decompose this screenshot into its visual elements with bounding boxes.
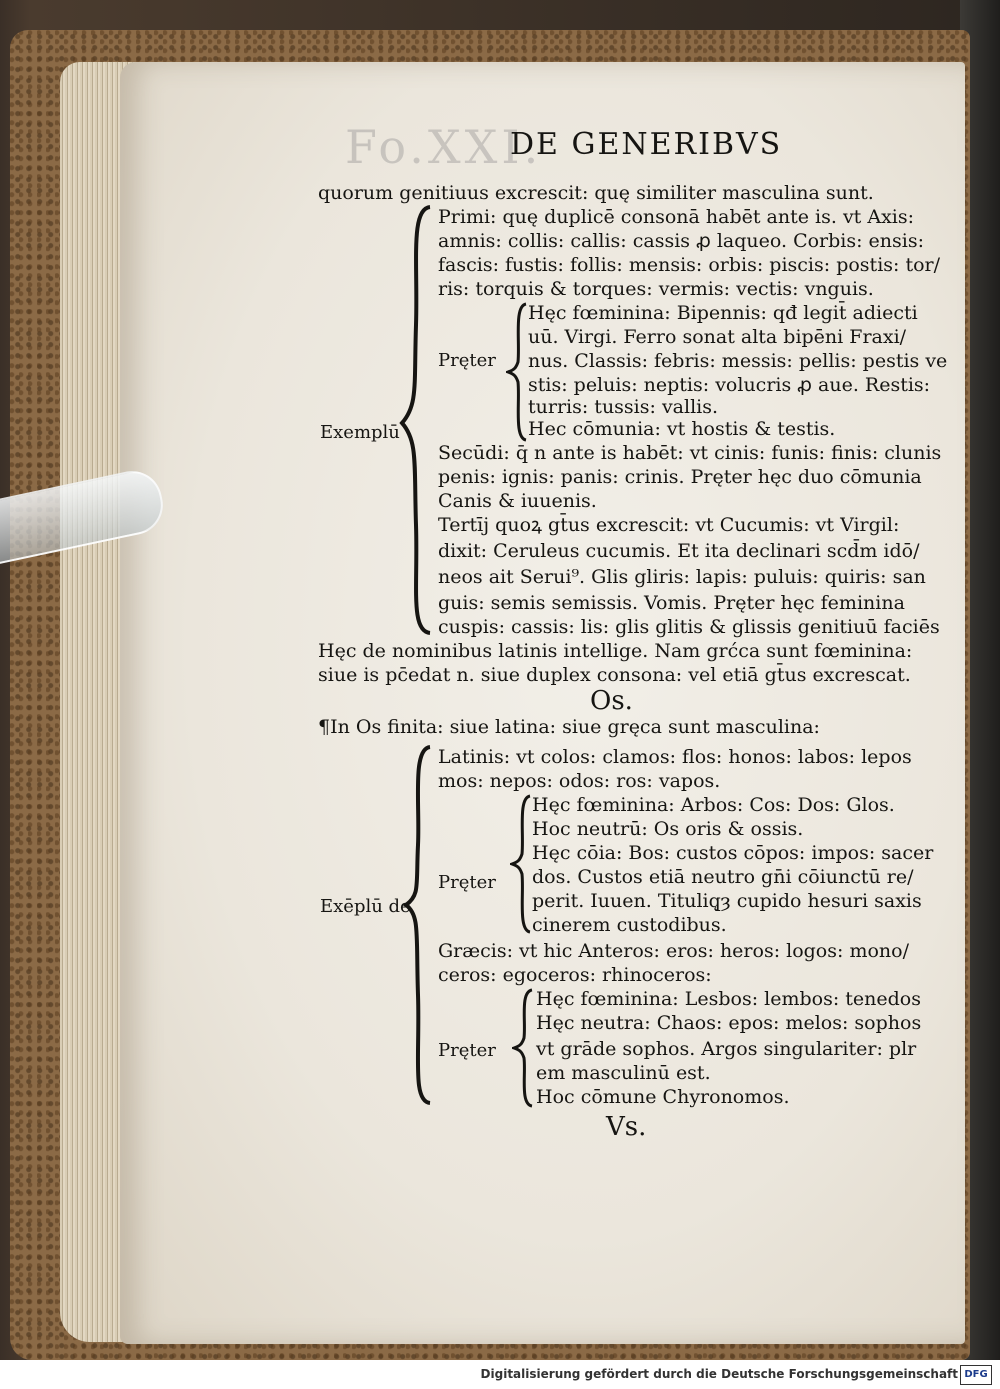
- preter-label: Pręter: [438, 1040, 496, 1061]
- small-brace: [512, 988, 534, 1108]
- funding-credit: Digitalisierung gefördert durch die Deutsche Forschungsgemeinschaft: [480, 1367, 958, 1381]
- preter-label: Pręter: [438, 872, 496, 893]
- preter-line: Hoc cōmune Chyronomos.: [536, 1086, 790, 1108]
- latinis-line: mos: nepos: odos: ros: vapos.: [438, 770, 721, 792]
- section1-intro: quorum genitiuus excrescit: quę similiter masculina sunt.: [318, 182, 874, 204]
- preter-line: nus. Classis: febris: messis: pellis: pestis ve: [528, 350, 948, 372]
- exemplum-label: Exemplū: [320, 422, 400, 443]
- preter-line: vt grāde sophos. Argos singulariter: plr: [536, 1038, 917, 1060]
- dfg-logo: DFG: [960, 1365, 992, 1385]
- preter-line: dos. Custos etiā neutro gn̄i cōiunctū re/: [532, 866, 914, 888]
- preter-line: Hęc fœminina: Arbos: Cos: Dos: Glos.: [532, 794, 895, 816]
- next-section-vs: Vs.: [606, 1112, 647, 1142]
- preter-line: Hęc neutra: Chaos: epos: melos: sophos: [536, 1012, 922, 1034]
- graecis-line: Grӕcis: vt hic Anteros: eros: heros: logos: mono/: [438, 940, 909, 962]
- tertii-line: cuspis: cassis: lis: glis glitis & glissis genitiuū faciēs: [438, 616, 940, 638]
- preter-line: Hęc fœminina: Lesbos: lembos: tenedos: [536, 988, 921, 1010]
- primi-line: fascis: fustis: follis: mensis: orbis: piscis: postis: tor/: [438, 254, 941, 276]
- primi-line: amnis: collis: callis: cassis ꝓ laqueo. Corbis: ensis:: [438, 230, 925, 252]
- large-brace: [396, 205, 436, 635]
- closing-line: Hęc de nominibus latinis intellige. Nam grćca sunt fœminina:: [318, 640, 913, 662]
- preter-line: turris: tussis: vallis.: [528, 396, 719, 418]
- preter-label: Pręter: [438, 350, 496, 371]
- graecis-line: ceros: egoceros: rhinoceros:: [438, 964, 712, 986]
- preter-line: Hęc fœminina: Bipennis: qđ legit̄ adiecti: [528, 302, 918, 324]
- secundi-line: penis: ignis: panis: crinis. Pręter hęc duo cōmunia: [438, 466, 922, 488]
- page-title: DE GENERIBVS: [510, 127, 783, 162]
- preter-line: Hec cōmunia: vt hostis & testis.: [528, 418, 836, 440]
- closing-line: siue is pc̄edat n. siue duplex consona: vel etiā gt̄us excrescat.: [318, 664, 911, 686]
- large-brace: [400, 745, 436, 1105]
- small-brace: [506, 302, 528, 442]
- tertii-line: Tertīj quoꝝ gt̄us excrescit: vt Cucumis: vt Virgil:: [438, 514, 900, 536]
- tertii-line: dixit: Ceruleus cucumis. Et ita declinari scd̄m idō/: [438, 540, 920, 562]
- exemplum-label: Exēplū de: [320, 896, 411, 917]
- preter-line: em masculinū est.: [536, 1062, 711, 1084]
- latinis-line: Latinis: vt colos: clamos: flos: honos: labos: lepos: [438, 746, 912, 768]
- preter-line: uū. Virgi. Ferro sonat alta bipēni Fraxi/: [528, 326, 907, 348]
- preter-line: Hęc cōia: Bos: custos cōpos: impos: sacer: [532, 842, 934, 864]
- show-through-text: Fo.XXI.: [345, 120, 543, 174]
- tertii-line: guis: semis semissis. Vomis. Pręter hęc feminina: [438, 592, 905, 614]
- footer-bar: [0, 1360, 1000, 1389]
- primi-line: Primi: quę duplicē consonā habēt ante is. vt Axis:: [438, 206, 915, 228]
- section-title-os: Os.: [590, 686, 633, 716]
- preter-line: perit. Iuuen. Tituliq̨ȝ cupido hesuri saxis: [532, 890, 922, 912]
- secundi-line: Canis & iuuenis.: [438, 490, 597, 512]
- preter-line: Hoc neutrū: Os oris & ossis.: [532, 818, 804, 840]
- preter-line: cinerem custodibus.: [532, 914, 727, 936]
- preter-line: stis: peluis: neptis: volucris ꝓ aue. Restis:: [528, 374, 931, 396]
- section2-intro: ¶In Os finita: siue latina: siue gręca sunt masculina:: [318, 716, 820, 738]
- secundi-line: Secūdi: q̄ n ante is habēt: vt cinis: funis: finis: clunis: [438, 442, 942, 464]
- tertii-line: neos ait Serui⁹. Glis gliris: lapis: puluis: quiris: san: [438, 566, 926, 588]
- small-brace: [510, 794, 532, 934]
- primi-line: ris: torquis & torques: vermis: vectis: vnguis.: [438, 278, 874, 300]
